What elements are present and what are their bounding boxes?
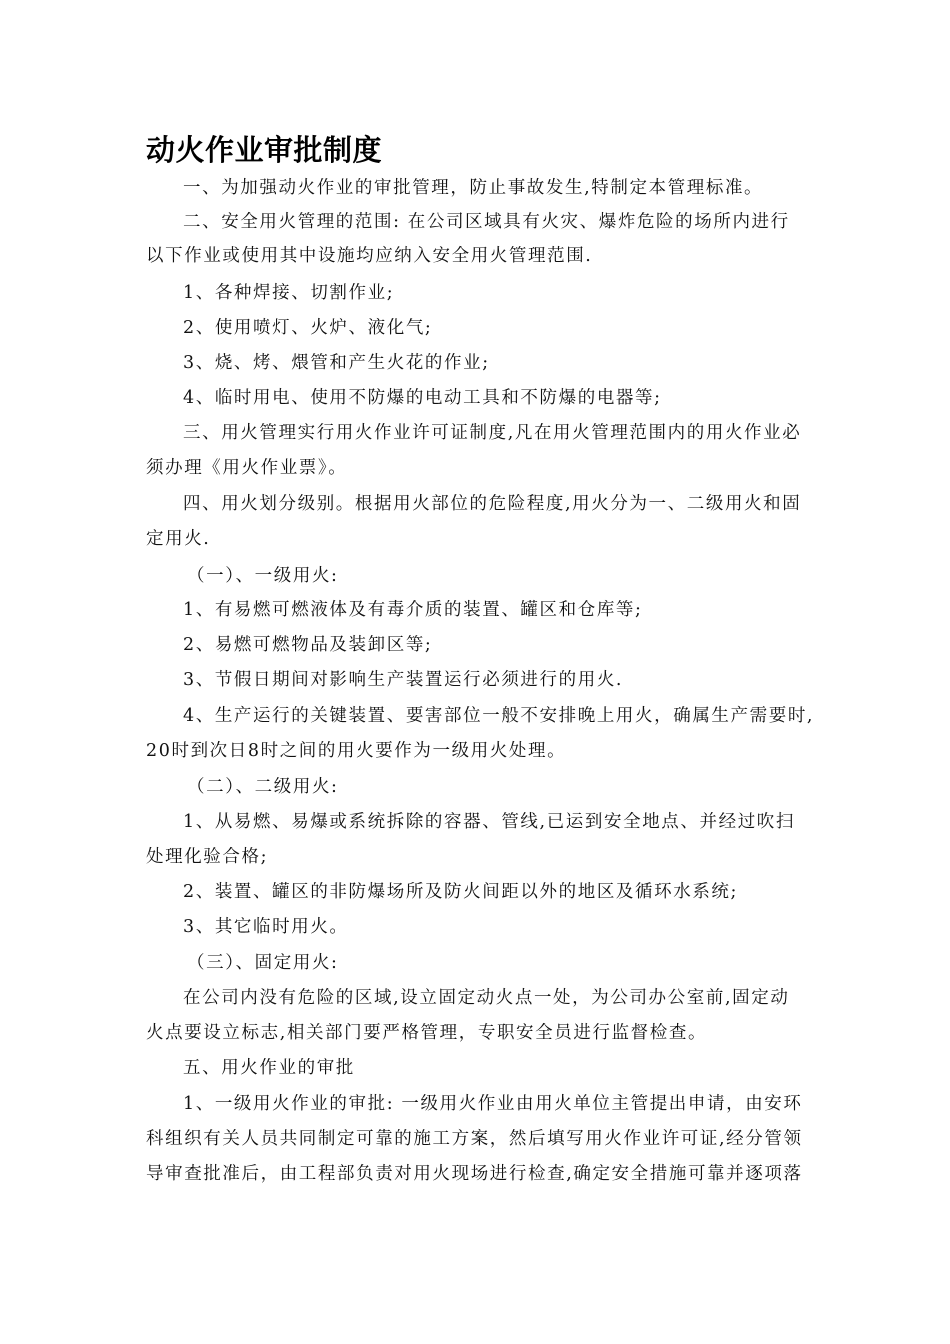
section-heading: （二）、二级用火: xyxy=(187,777,339,797)
paragraph-line: 二、安全用火管理的范围: 在公司区域具有火灾、爆炸危险的场所内进行 xyxy=(183,212,790,232)
list-item: 4、临时用电、使用不防爆的电动工具和不防爆的电器等; xyxy=(183,388,662,408)
paragraph-line: 以下作业或使用其中设施均应纳入安全用火管理范围. xyxy=(146,246,593,266)
paragraph-line: 定用火. xyxy=(146,529,211,549)
paragraph-line: 导审查批准后，由工程部负责对用火现场进行检查,确定安全措施可靠并逐项落 xyxy=(146,1164,803,1184)
paragraph-line: 四、用火划分级别。根据用火部位的危险程度,用火分为一、二级用火和固 xyxy=(183,494,802,514)
paragraph-line: 20时到次日8时之间的用火要作为一级用火处理。 xyxy=(146,741,567,761)
paragraph-line: 在公司内没有危险的区域,设立固定动火点一处，为公司办公室前,固定动 xyxy=(183,988,790,1008)
list-item: 1、从易燃、易爆或系统拆除的容器、管线,已运到安全地点、并经过吹扫 xyxy=(183,812,795,832)
paragraph-line: 1、一级用火作业的审批: 一级用火作业由用火单位主管提出申请，由安环 xyxy=(183,1094,803,1114)
document-title: 动火作业审批制度 xyxy=(146,133,383,167)
list-item: 1、有易燃可燃液体及有毒介质的装置、罐区和仓库等; xyxy=(183,600,643,620)
list-item: 2、装置、罐区的非防爆场所及防火间距以外的地区及循环水系统; xyxy=(183,882,739,902)
section-heading: （三）、固定用火: xyxy=(187,953,339,973)
list-item: 3、其它临时用火。 xyxy=(183,917,349,937)
list-item: 2、易燃可燃物品及装卸区等; xyxy=(183,635,433,655)
paragraph-line: 一、为加强动火作业的审批管理，防止事故发生,特制定本管理标准。 xyxy=(183,178,764,198)
paragraph-line: 须办理《用火作业票》。 xyxy=(146,458,348,478)
list-item: 1、各种焊接、切割作业; xyxy=(183,283,395,303)
list-item: 3、节假日期间对影响生产装置运行必须进行的用火. xyxy=(183,670,624,690)
list-item: 4、生产运行的关键装置、要害部位一般不安排晚上用火，确属生产需要时, xyxy=(183,706,815,726)
section-heading: 五、用火作业的审批 xyxy=(183,1058,355,1078)
list-item: 2、使用喷灯、火炉、液化气; xyxy=(183,318,433,338)
section-heading: （一）、一级用火: xyxy=(187,566,339,586)
paragraph-line: 科组织有关人员共同制定可靠的施工方案，然后填写用火作业许可证,经分管领 xyxy=(146,1129,803,1149)
list-item: 3、烧、烤、煨管和产生火花的作业; xyxy=(183,353,490,373)
paragraph-line: 火点要设立标志,相关部门要严格管理，专职安全员进行监督检查。 xyxy=(146,1023,708,1043)
paragraph-line: 三、用火管理实行用火作业许可证制度,凡在用火管理范围内的用火作业必 xyxy=(183,423,802,443)
paragraph-line: 处理化验合格; xyxy=(146,847,269,867)
